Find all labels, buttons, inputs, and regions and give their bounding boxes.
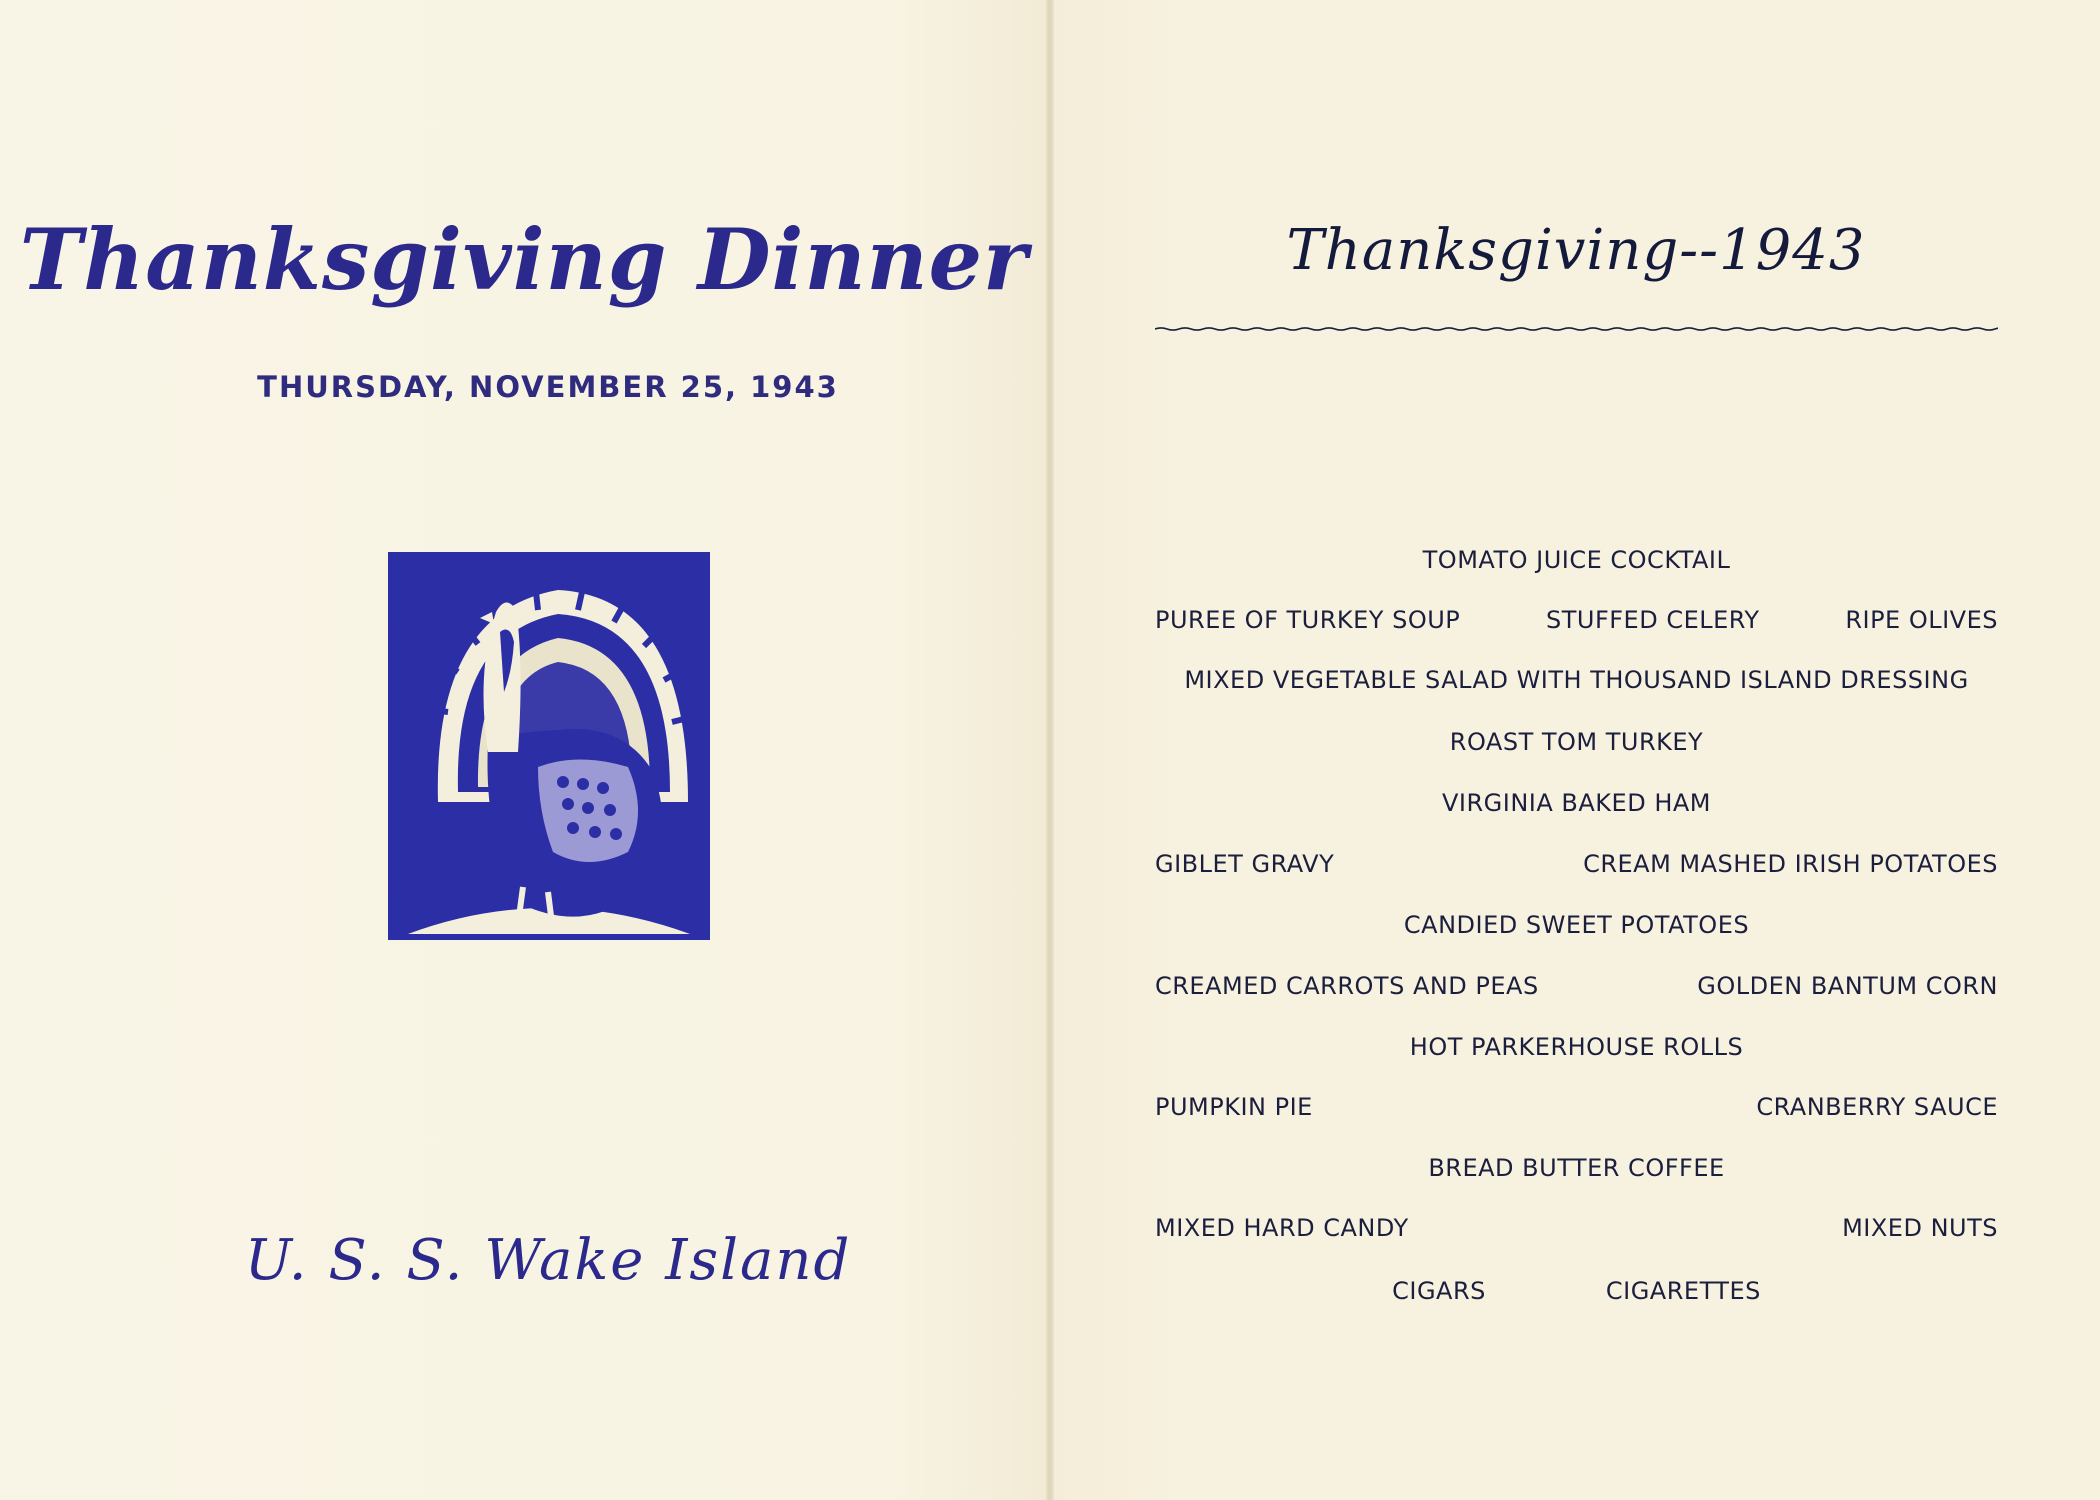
menu-item: STUFFED CELERY <box>1545 606 1760 634</box>
menu-row-1 <box>1155 545 1998 575</box>
menu-item: ROAST TOM TURKEY <box>1449 728 1704 756</box>
menu-item: CREAMED CARROTS AND PEAS <box>1155 972 1539 1000</box>
menu-item: CREAM MASHED IRISH POTATOES <box>1583 850 1998 878</box>
menu-item: CANDIED SWEET POTATOES <box>1403 911 1750 939</box>
menu-row-5 <box>1155 788 1998 818</box>
menu-item: MIXED HARD CANDY <box>1155 1214 1409 1242</box>
cover-date: THURSDAY, NOVEMBER 25, 1943 <box>257 370 839 404</box>
menu-item: VIRGINIA BAKED HAM <box>1442 789 1711 817</box>
cover-title: Thanksgiving Dinner <box>19 210 1029 309</box>
menu-row-7 <box>1155 910 1998 940</box>
menu-row-10 <box>1155 1092 1998 1122</box>
menu-item: CIGARETTES <box>1605 1277 1761 1305</box>
menu-title: Thanksgiving--1943 <box>1286 218 1866 283</box>
menu-row-13 <box>1155 1276 1998 1306</box>
menu-item: BREAD BUTTER COFFEE <box>1428 1154 1725 1182</box>
turkey-woodcut-illustration <box>388 552 710 940</box>
menu-row-11 <box>1155 1153 1998 1183</box>
ship-name: U. S. S. Wake Island <box>244 1228 852 1293</box>
menu-item: RIPE OLIVES <box>1845 606 1998 634</box>
menu-item: PUREE OF TURKEY SOUP <box>1155 606 1461 634</box>
menu-row-2 <box>1155 605 1998 635</box>
menu-row-12 <box>1155 1213 1998 1243</box>
menu-row-6 <box>1155 849 1998 879</box>
menu-row-9 <box>1155 1032 1998 1062</box>
menu-item: TOMATO JUICE COCKTAIL <box>1422 546 1731 574</box>
menu-row-3 <box>1155 665 1998 695</box>
menu-item: MIXED VEGETABLE SALAD WITH THOUSAND ISLAND DRESSING <box>1184 666 1969 694</box>
menu-item: MIXED NUTS <box>1842 1214 1998 1242</box>
menu-item: GOLDEN BANTUM CORN <box>1697 972 1998 1000</box>
menu-item: PUMPKIN PIE <box>1155 1093 1313 1121</box>
wavy-divider <box>1155 322 1998 336</box>
menu-item: HOT PARKERHOUSE ROLLS <box>1409 1033 1744 1061</box>
menu-item: CRANBERRY SAUCE <box>1756 1093 1998 1121</box>
menu-item: CIGARS <box>1392 1277 1486 1305</box>
menu-item: GIBLET GRAVY <box>1155 850 1335 878</box>
menu-row-4 <box>1155 727 1998 757</box>
menu-row-8 <box>1155 971 1998 1001</box>
